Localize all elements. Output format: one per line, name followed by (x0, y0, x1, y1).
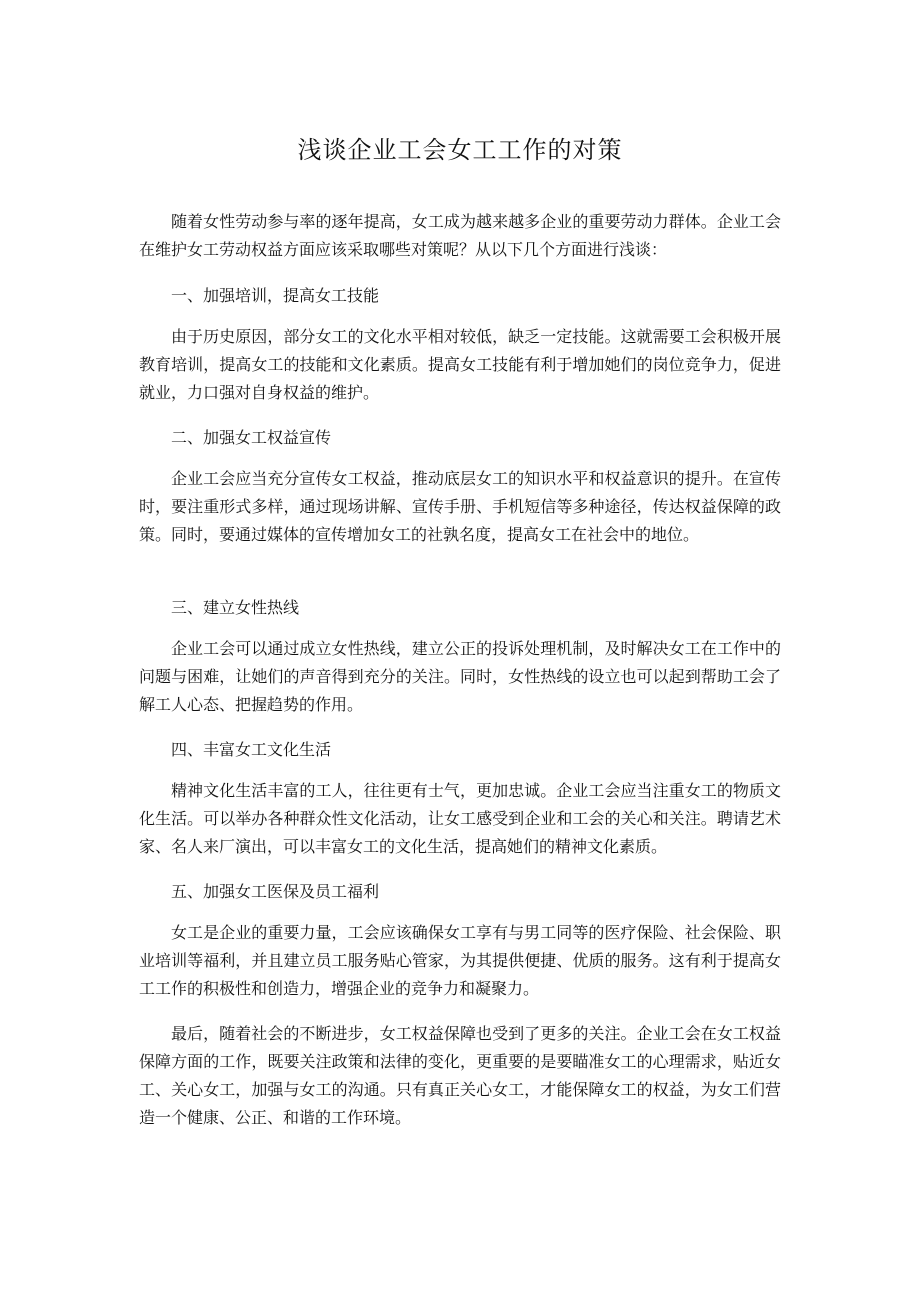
section-3-paragraph: 企业工会可以通过成立女性热线，建立公正的投诉处理机制，及时解决女工在工作中的问题与困难，让她们的声音得到充分的关注。同时，女性热线的设立也可以起到帮助工会了解工人心态、把握趋势的作用。 (139, 639, 781, 714)
section-5-heading: 五、加强女工医保及员工福利 (171, 882, 380, 901)
intro-paragraph: 随着女性劳动参与率的逐年提高，女工成为越来越多企业的重要劳动力群体。企业工会在维护女工劳动权益方面应该采取哪些对策呢？从以下几个方面进行浅谈： (139, 212, 781, 259)
section-2-paragraph: 企业工会应当充分宣传女工权益，推动底层女工的知识水平和权益意识的提升。在宣传时，要注重形式多样，通过现场讲解、宣传手册、手机短信等多种途径，传达权益保障的政策。同时，要通过媒体的宣传增加女工的社孰名度，提高女工在社会中的地位。 (139, 469, 781, 544)
section-1-paragraph: 由于历史原因，部分女工的文化水平相对较低，缺乏一定技能。这就需要工会积极开展教育培训，提高女工的技能和文化素质。提高女工技能有利于增加她们的岗位竞争力，促进就业，力口强对自身权益的维护。 (139, 327, 781, 402)
section-1-heading: 一、加强培训，提高女工技能 (171, 286, 380, 305)
document-title: 浅谈企业工会女工工作的对策 (297, 136, 623, 164)
section-5-paragraph: 女工是企业的重要力量，工会应该确保女工享有与男工同等的医疗保险、社会保险、职业培训等福利，并且建立员工服务贴心管家，为其提供便捷、优质的服务。这有利于提高女工工作的积极性和创造力，增强企业的竞争力和凝聚力。 (139, 923, 781, 998)
conclusion-paragraph: 最后，随着社会的不断进步，女工权益保障也受到了更多的关注。企业工会在女工权益保障方面的工作，既要关注政策和法律的变化，更重要的是要瞄准女工的心理需求，贴近女工、关心女工，加强与女工的沟通。只有真正关心女工，才能保障女工的权益，为女工们营造一个健康、公正、和谐的工作环境。 (139, 1024, 781, 1127)
section-4-paragraph: 精神文化生活丰富的工人，往往更有士气，更加忠诚。企业工会应当注重女工的物质文化生活。可以举办各种群众性文化活动，让女工感受到企业和工会的关心和关注。聘请艺术家、名人来厂演出，可以丰富女工的文化生活，提高她们的精神文化素质。 (139, 781, 781, 856)
section-2-heading: 二、加强女工权益宣传 (171, 428, 332, 447)
section-3-heading: 三、建立女性热线 (171, 598, 300, 617)
section-4-heading: 四、丰富女工文化生活 (171, 740, 332, 759)
